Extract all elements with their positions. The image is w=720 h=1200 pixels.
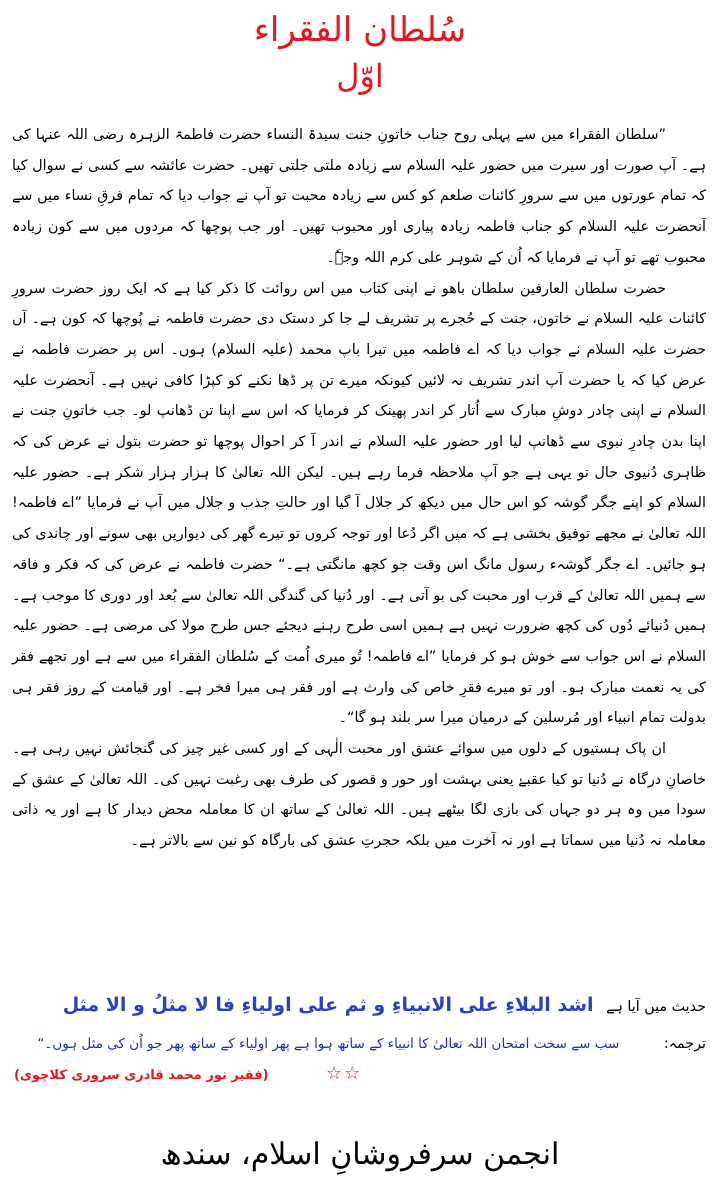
- translation-text: سب سے سخت امتحان اللہ تعالیٰ کا انبیاء کے ساتھ ہوا ہے پھر اولیاء کے ساتھ پھر جو اُن کی مثل ہوں۔“: [37, 1036, 620, 1052]
- page-title: سُلطان الفقراء: [253, 10, 467, 50]
- hadith-arabic-text: اشد البلاءِ علی الانبیاءِ و ثم علی اولیاءِ فا لا مثلُ و الا مثل: [62, 994, 594, 1016]
- translation-line: [12, 1030, 706, 1058]
- hadith-line: [12, 990, 706, 1022]
- hadith-intro: حدیث میں آیا ہے: [606, 999, 706, 1015]
- article-body: [12, 120, 706, 857]
- paragraph-2: حضرت سلطان العارفین سلطان باھو نے اپنی کتاب میں اس روائت کا ذکر کیا ہے کہ ایک روز حضرت سرورِ کائنات علیہ السلام نے خاتون، جنت کے حُجرے پر تشریف لے جا کر دستک دی حضرت فاطمہ نے پُوچھا کہ کون ہے۔ آں حضرت علیہ السلام نے جواب دیا کہ اے فاطمہ میں تیرا باپ محمد (علیہ السلام) ہوں۔ اس پر حضرت فاطمہ نے عرض کیا کہ یا حضرت آپ اندر تشریف نہ لائیں کیونکہ میرے تن پر ڈھا نکنے کو کپڑا کافی نہیں ہے۔ آنحضرت علیہ السلام نے اپنی چادر دوشِ مبارک سے اُتار کر اندر پھینک کر فرمایا کہ اس سے اپنا تن ڈھانپ لو۔ جب خاتونِ جنت نے اپنا بدن چادرِ نبوی سے ڈھانپ لیا اور حضور علیہ السلام نے اندر آ کر احوال پوچھا تو حضرت بتول نے عرض کی کہ ظاہری دُنیوی حال تو یہی ہے جو آپ ملاحظہ فرما رہے ہیں۔ لیکن اللہ تعالیٰ کا ہزار ہزار شکر ہے۔ حضور علیہ السلام کو اپنے جگر گوشہ کو اس حال میں دیکھ کر جلال آ گیا اور حالتِ جذب و جلال میں آپ نے فرمایا ”اے فاطمہ! اللہ تعالیٰ نے مجھے توفیق بخشی ہے کہ میں اگر دُعا اور توجہ کروں تو تیرے گھر کی دیواریں بھی سونے اور چاندی کی ہو جائیں۔ اے جگر گوشہء رسول مانگ اس وقت جو کچھ مانگتی ہے۔“ حضرت فاطمہ نے عرض کی کہ فکر و فاقہ سے ہمیں اللہ تعالیٰ کے قرب اور محبت کی بو آتی ہے۔ اور دُنیا کی گندگی اللہ تعالیٰ سے بُعد اور دوری کا موجب ہے۔ ہمیں دُنیائے دُوں کی کچھ ضرورت نہیں ہے ہمیں اسی طرح رہنے دیجئے جس طرح مولا کی مرضی ہے۔ حضور علیہ السلام نے اس جواب سے خوش ہو کر فرمایا ”اے فاطمہ! تُو میری اُمت کے سُلطان الفقراء میں سے ہے اور تجھے فقر کی یہ نعمت مبارک ہو۔ اور تو میرے فقرِ خاص کی وارث ہے اور فقر ہی میرا فخر ہے۔ اور قیامت کے روز فقر ہی بدولت تمام انبیاء اور مُرسلین کے درمیان میرا سر بلند ہو گا“۔: [12, 280, 706, 727]
- organization-footer: انجمن سرفروشانِ اسلام، سندھ: [160, 1137, 560, 1172]
- page-subtitle: اوّل: [336, 57, 384, 95]
- translation-label: ترجمہ:: [663, 1036, 706, 1052]
- paragraph-1: ”سلطان الفقراء میں سے پہلی روح جناب خاتونِ جنت سیدۃ النساء حضرت فاطمۃ الزہرہ رضی اللہ عنہا کی ہے۔ آپ صورت اور سیرت میں حضور علیہ السلام سے زیادہ ملتی جلتی تھیں۔ حضرت عائشہ سے کسی نے سوال کیا کہ تمام عورتوں میں سے سرورِ کائنات صلعم کو کس سے زیادہ محبت تو آپ نے جواب دیا کہ تمام فرقِ نساء میں سے آنحضرت علیہ السلام کو جناب فاطمہ زیادہ پیاری اور محبوب تھیں۔ اور جب پوچھا کہ مردوں میں سے کون زیادہ محبوب تھے تو آپ نے فرمایا کہ اُن کے شوہر علی کرم اللہ وجہٗ۔: [12, 127, 706, 266]
- author-signature: (فقیر نور محمد قادری سروری کلاچوی): [14, 1068, 269, 1083]
- star-icons: ☆☆: [326, 1063, 363, 1084]
- paragraph-3: ان پاک ہستیوں کے دلوں میں سوائے عشق اور محبت الٰہی کے اور کسی غیر چیز کی گنجائش نہیں رہی ہے۔ خاصانِ درگاہ نے دُنیا تو کیا عقبےٰ یعنی بہشت اور حور و قصور کی طرف بھی رغبت نہیں کی۔ اللہ تعالیٰ کے عشق کے سودا میں وہ ہر دو جہاں کی بازی لگا بیٹھے ہیں۔ اللہ تعالیٰ کے ساتھ ان کا معاملہ محض دیدار کا ہے اور یہ ذاتی معاملہ نہ دُنیا میں سماتا ہے اور نہ آخرت میں بلکہ حجرتِ عشق کی بارگاہ کو نین سے بالاتر ہے۔: [12, 741, 706, 850]
